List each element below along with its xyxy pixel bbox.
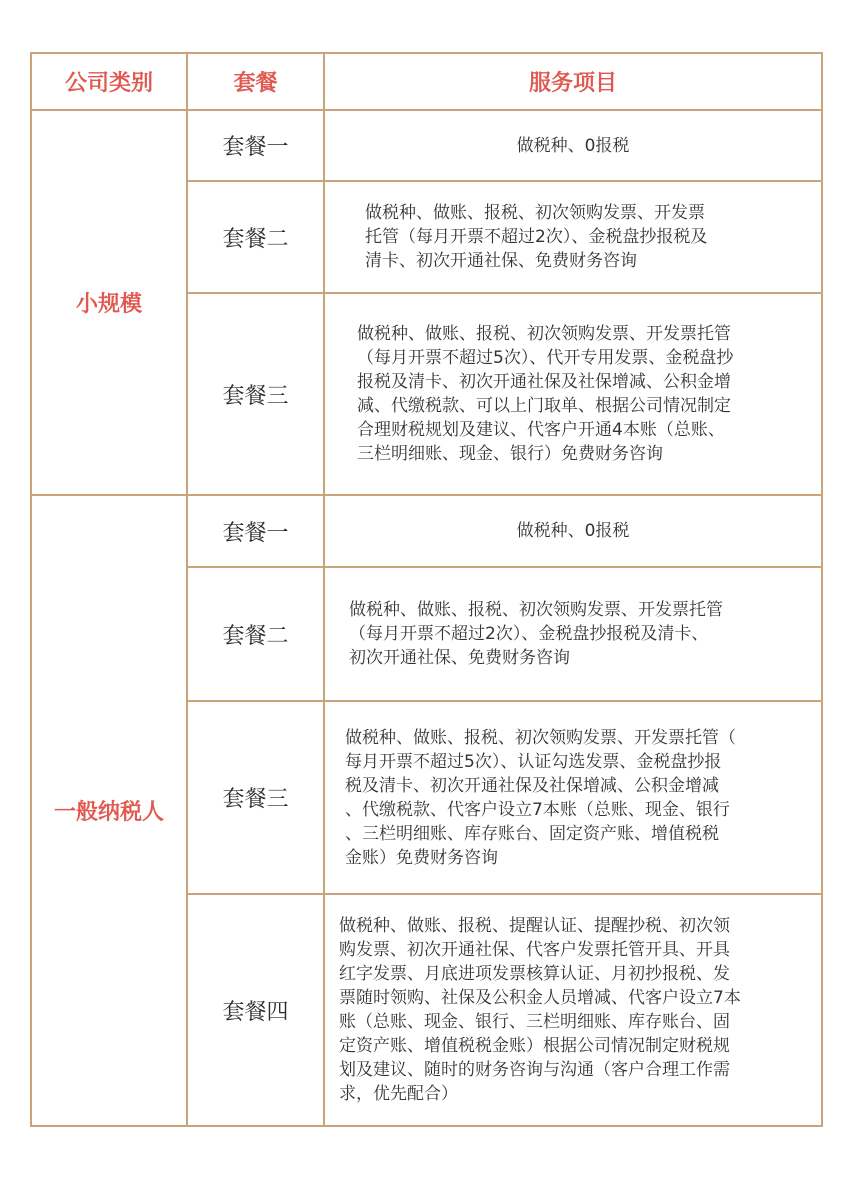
package-service: 做税种、做账、报税、提醒认证、提醒抄税、初次领 购发票、初次开通社保、代客户发票托管开具、开具 红字发票、月底进项发票核算认证、月初抄报税、发 票随时领购、社保及公积金人员增减、代客户设立7本 账（总账、现金、银行、三栏明细账、库存账台、固 定资产账、增值税税金账）根据公司情况制定财税规 划及建议、随时的财务咨询与沟通（客户合理工作需 求，优先配合） xyxy=(324,894,822,1126)
package-service: 做税种、做账、报税、初次领购发票、开发票托管（ 每月开票不超过5次）、认证勾选发票、金税盘抄报 税及清卡、初次开通社保及社保增减、公积金增减 、代缴税款、代客户设立7本账（总账、现金、银行 、三栏明细账、库存账台、固定资产账、增值税税 金账）免费财务咨询 xyxy=(324,701,822,894)
package-name: 套餐二 xyxy=(187,181,324,293)
package-name: 套餐二 xyxy=(187,567,324,701)
package-service: 做税种、做账、报税、初次领购发票、开发票托管 （每月开票不超过5次）、代开专用发票、金税盘抄 报税及清卡、初次开通社保及社保增减、公积金增 减、代缴税款、可以上门取单、根据公司情况制定 合理财税规划及建议、代客户开通4本账（总账、 三栏明细账、现金、银行）免费财务咨询 xyxy=(324,293,822,495)
package-name: 套餐一 xyxy=(187,495,324,567)
table-row xyxy=(31,495,822,567)
package-service: 做税种、0报税 xyxy=(324,110,822,181)
package-name: 套餐三 xyxy=(187,701,324,894)
package-name: 套餐三 xyxy=(187,293,324,495)
category-small-scale: 小规模 xyxy=(31,110,187,495)
package-service: 做税种、做账、报税、初次领购发票、开发票 托管（每月开票不超过2次）、金税盘抄报税及 清卡、初次开通社保、免费财务咨询 xyxy=(324,181,822,293)
package-name: 套餐四 xyxy=(187,894,324,1126)
table-header-row xyxy=(31,53,822,110)
service-package-table xyxy=(30,52,823,1127)
package-service: 做税种、做账、报税、初次领购发票、开发票托管 （每月开票不超过2次）、金税盘抄报税及清卡、 初次开通社保、免费财务咨询 xyxy=(324,567,822,701)
package-name: 套餐一 xyxy=(187,110,324,181)
table-row xyxy=(31,110,822,181)
category-general-taxpayer: 一般纳税人 xyxy=(31,495,187,1126)
package-service: 做税种、0报税 xyxy=(324,495,822,567)
header-service: 服务项目 xyxy=(324,53,822,110)
header-package: 套餐 xyxy=(187,53,324,110)
header-category: 公司类别 xyxy=(31,53,187,110)
